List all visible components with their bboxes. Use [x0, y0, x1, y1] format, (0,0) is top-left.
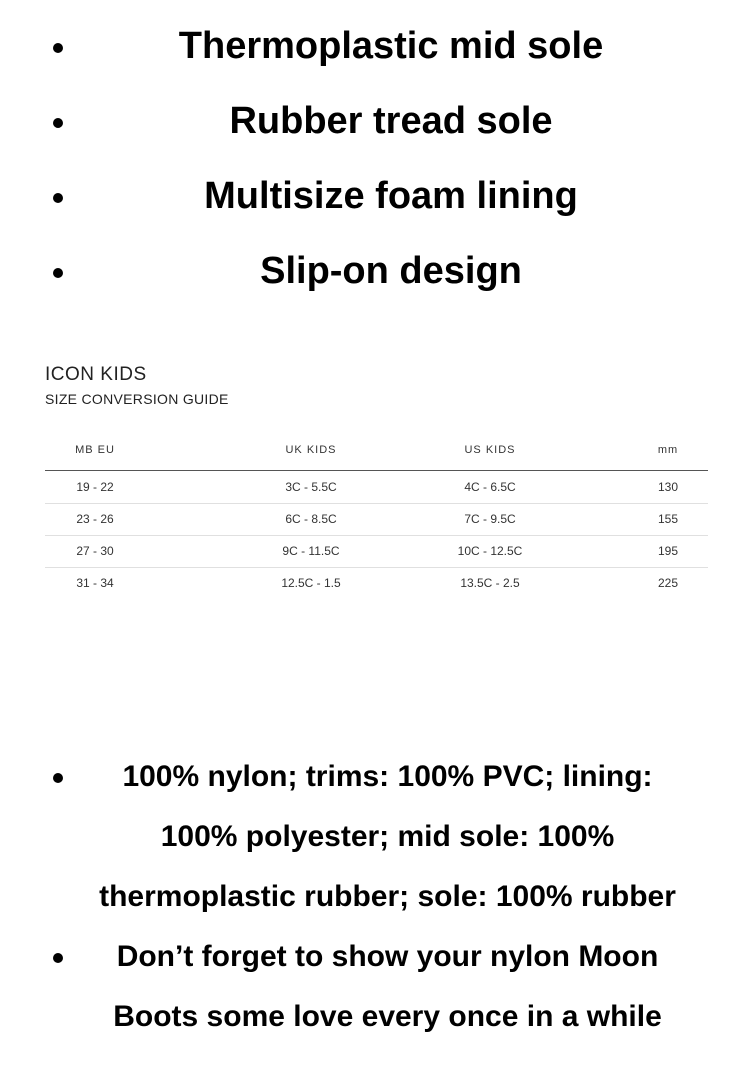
bullet-icon	[53, 43, 63, 53]
feature-item	[0, 241, 750, 301]
table-row	[45, 472, 708, 504]
header-mb-eu: MB EU	[75, 444, 115, 456]
feature-item	[0, 91, 750, 151]
cell-uk-kids: 12.5C - 1.5	[281, 576, 341, 590]
detail-line: thermoplastic rubber; sole: 100% rubber	[99, 880, 676, 913]
header-uk-kids: UK KIDS	[285, 444, 337, 456]
feature-text: Multisize foam lining	[204, 175, 578, 217]
cell-mb-eu: 23 - 26	[76, 512, 114, 526]
bullet-icon	[53, 268, 63, 278]
cell-us-kids: 7C - 9.5C	[464, 512, 516, 526]
header-mm: mm	[657, 444, 679, 456]
table-header-row	[45, 430, 708, 471]
table-row	[45, 504, 708, 536]
feature-text: Slip-on design	[260, 250, 522, 292]
size-guide-subtitle: SIZE CONVERSION GUIDE	[45, 391, 229, 407]
bullet-icon	[53, 193, 63, 203]
detail-line: 100% nylon; trims: 100% PVC; lining:	[122, 760, 653, 793]
bullet-icon	[53, 773, 63, 783]
table-row	[45, 536, 708, 568]
cell-us-kids: 13.5C - 2.5	[460, 576, 520, 590]
cell-mb-eu: 31 - 34	[76, 576, 114, 590]
table-row	[45, 568, 708, 599]
cell-us-kids: 4C - 6.5C	[464, 480, 516, 494]
cell-mb-eu: 27 - 30	[76, 544, 114, 558]
cell-us-kids: 10C - 12.5C	[457, 544, 523, 558]
feature-item	[0, 166, 750, 226]
cell-mm: 195	[657, 544, 679, 558]
bullet-icon	[53, 118, 63, 128]
feature-text: Rubber tread sole	[229, 100, 553, 142]
detail-line: Boots some love every once in a while	[113, 1000, 662, 1033]
detail-line: Don’t forget to show your nylon Moon	[116, 940, 659, 973]
cell-mm: 225	[657, 576, 679, 590]
feature-text: Thermoplastic mid sole	[178, 25, 604, 67]
cell-mm: 130	[657, 480, 679, 494]
cell-uk-kids: 9C - 11.5C	[282, 544, 340, 558]
detail-line: 100% polyester; mid sole: 100%	[160, 820, 615, 853]
size-guide-title: ICON KIDS	[45, 364, 147, 385]
cell-uk-kids: 3C - 5.5C	[285, 480, 337, 494]
bullet-icon	[53, 953, 63, 963]
cell-mm: 155	[657, 512, 679, 526]
cell-mb-eu: 19 - 22	[76, 480, 114, 494]
header-us-kids: US KIDS	[464, 444, 516, 456]
cell-uk-kids: 6C - 8.5C	[285, 512, 337, 526]
feature-item	[0, 16, 750, 76]
